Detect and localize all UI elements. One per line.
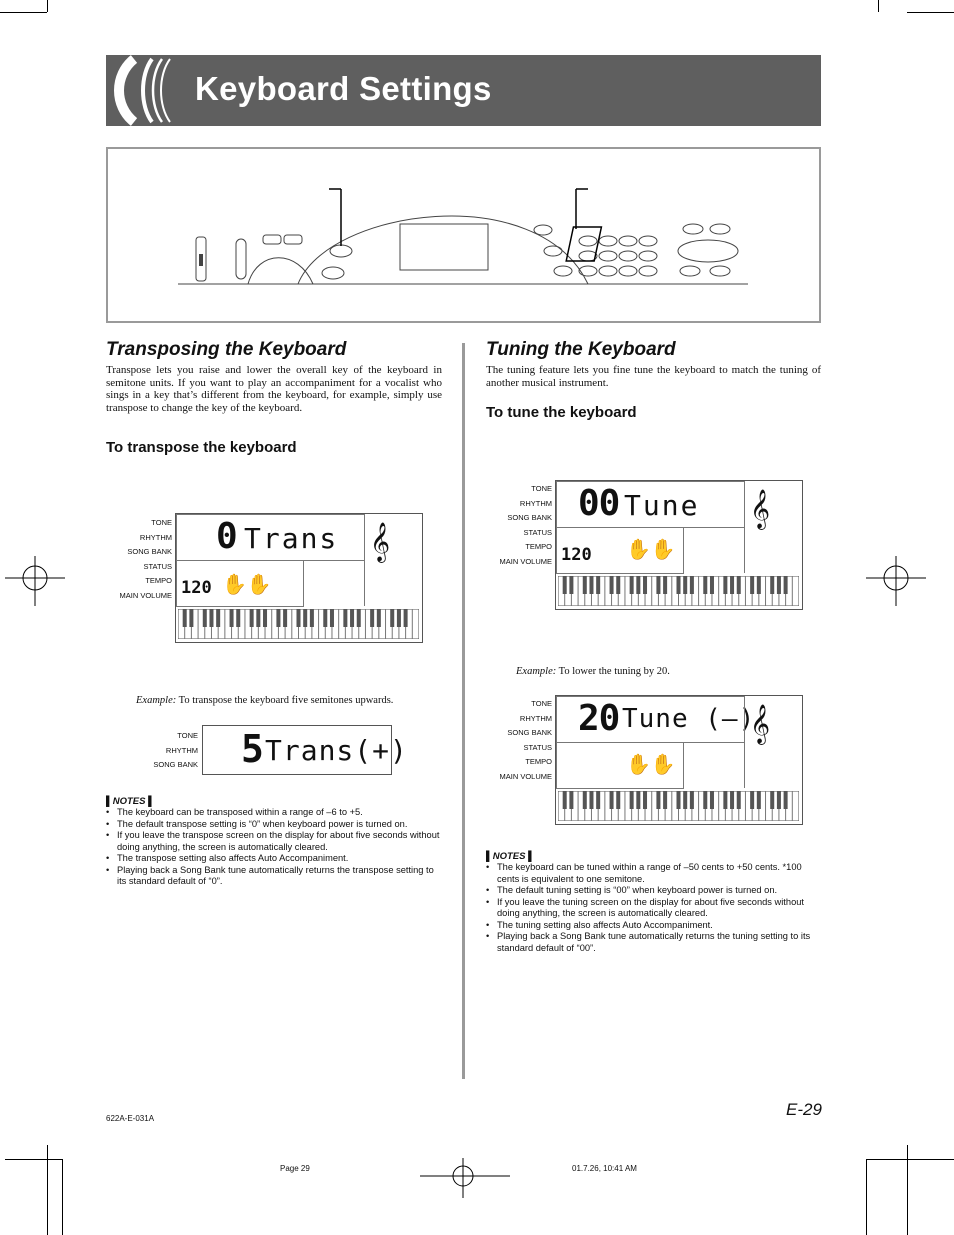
lcd-display-transpose-0 [175, 513, 423, 643]
registration-mark [5, 556, 65, 606]
lcd-display-transpose-5 [202, 725, 408, 775]
notes-title: ▌NOTES ▌ [106, 796, 155, 807]
crop-mark [47, 1145, 48, 1235]
lcd-number: 00 [578, 483, 620, 524]
note-item: • If you leave the transpose screen on the display for about five seconds without doing anything, the screen is automatically cleared. [106, 830, 442, 853]
label-tone: TONE [177, 731, 198, 740]
lcd-tempo: 120 [561, 545, 592, 565]
example-text: To lower the tuning by 20. [558, 666, 670, 677]
tuning-example [516, 666, 670, 677]
lcd-number: 0 [216, 516, 237, 557]
staff-area [744, 696, 802, 788]
label-tempo: TEMPO [145, 576, 172, 585]
crop-mark [866, 1159, 867, 1235]
crop-mark [907, 1145, 908, 1235]
note-item: • Playing back a Song Bank tune automatically returns the tuning setting to its standard default of “00”. [486, 931, 822, 954]
label-tempo: TEMPO [525, 542, 552, 551]
crop-mark [0, 12, 47, 13]
example-label: Example: [136, 695, 177, 706]
crop-mark [47, 0, 48, 12]
transpose-example [136, 695, 393, 706]
notes-title: ▌NOTES ▌ [486, 851, 535, 862]
tuning-intro: The tuning feature lets you fine tune the keyboard to match the tuning of another musical instrument. [486, 364, 821, 389]
lcd-text: Tune [624, 489, 700, 522]
notes-title-label: NOTES [492, 851, 526, 862]
crop-mark [907, 12, 954, 13]
page-number: E-29 [786, 1100, 822, 1119]
example-text: To transpose the keyboard five semitones upwards. [178, 695, 394, 706]
lcd-keyboard-icon [558, 791, 799, 821]
keyboard-panel-drawing [108, 149, 819, 321]
notes-title-label: NOTES [112, 796, 146, 807]
staff-area [744, 481, 802, 573]
label-song-bank: SONG BANK [507, 728, 552, 737]
transpose-section-title: Transposing the Keyboard [106, 339, 347, 360]
keyboard-panel-illustration [106, 147, 821, 323]
note-item: • The default tuning setting is “00” when keyboard power is turned on. [486, 885, 822, 897]
lcd-text: Tune (–) [622, 704, 756, 734]
lcd-keyboard-icon [558, 576, 799, 606]
transpose-subtitle: To transpose the keyboard [106, 439, 297, 456]
note-item: • If you leave the tuning screen on the display for about five seconds without doing anything, the screen is automatically cleared. [486, 897, 822, 920]
column-divider [462, 343, 465, 1079]
crop-mark [62, 1159, 63, 1235]
label-tone: TONE [531, 484, 552, 493]
doc-code: 622A-E-031A [106, 1114, 155, 1123]
label-tone: TONE [151, 518, 172, 527]
page-title: Keyboard Settings [195, 70, 492, 107]
lcd-display-tune-00 [555, 480, 803, 610]
banner-arc-icon [112, 55, 182, 126]
label-song-bank: SONG BANK [127, 547, 172, 556]
label-tone: TONE [531, 699, 552, 708]
staff-area [364, 514, 422, 606]
label-status: STATUS [523, 527, 552, 537]
hands-icon: ✋✋ [222, 574, 272, 596]
crop-mark [878, 0, 879, 12]
label-song-bank: SONG BANK [507, 513, 552, 522]
label-rhythm: RHYTHM [139, 532, 172, 542]
transpose-notes-list [106, 807, 442, 888]
crop-mark [5, 1159, 62, 1160]
tuning-section-title: Tuning the Keyboard [486, 339, 676, 360]
note-item: • The default transpose setting is “0” when keyboard power is turned on. [106, 819, 442, 831]
lcd-keyboard-icon [178, 609, 419, 639]
treble-clef-icon: 𝄞 [370, 522, 391, 562]
hands-icon: ✋✋ [626, 754, 676, 776]
display-labels [480, 697, 552, 784]
note-item: • Playing back a Song Bank tune automatically returns the transpose setting to its standard default of “0”. [106, 865, 442, 888]
hands-icon: ✋✋ [626, 539, 676, 561]
label-main-volume: MAIN VOLUME [119, 590, 172, 600]
lcd-text: Trans(+) [265, 734, 408, 767]
registration-mark [420, 1158, 510, 1198]
crop-mark [866, 1159, 954, 1160]
registration-mark [866, 556, 926, 606]
label-rhythm: RHYTHM [519, 498, 552, 508]
example-label: Example: [516, 666, 557, 677]
display2-labels [120, 729, 198, 773]
note-item: • The tuning setting also affects Auto Accompaniment. [486, 920, 822, 932]
display-labels [100, 516, 172, 603]
note-item: • The keyboard can be tuned within a range of –50 cents to +50 cents. *100 cents is equivalent to one semitone. [486, 862, 822, 885]
display-labels [480, 482, 552, 569]
tuning-notes-list [486, 862, 822, 954]
note-item: • The transpose setting also affects Auto Accompaniment. [106, 853, 442, 865]
label-main-volume: MAIN VOLUME [499, 556, 552, 566]
tuning-subtitle: To tune the keyboard [486, 404, 637, 421]
page-label: Page 29 [280, 1164, 310, 1173]
label-rhythm: RHYTHM [519, 713, 552, 723]
label-rhythm: RHYTHM [165, 745, 198, 755]
note-item: • The keyboard can be transposed within a range of –6 to +5. [106, 807, 442, 819]
treble-clef-icon: 𝄞 [750, 704, 771, 744]
label-song-bank: SONG BANK [153, 760, 198, 769]
lcd-text: Trans [244, 522, 339, 555]
label-main-volume: MAIN VOLUME [499, 771, 552, 781]
label-status: STATUS [143, 561, 172, 571]
lcd-tempo: 120 [181, 578, 212, 598]
timestamp: 01.7.26, 10:41 AM [572, 1164, 637, 1173]
label-status: STATUS [523, 742, 552, 752]
lcd-number: 20 [578, 698, 620, 739]
transpose-intro: Transpose lets you raise and lower the overall key of the keyboard in semitone units. If you want to play an accompaniment for a vocalist who sings in a key that’s different from the keyboard, for example, simply use transpose to change the key of the keyboard. [106, 364, 442, 414]
lcd-display-tune-20 [555, 695, 803, 825]
lcd-number: 5 [241, 727, 264, 771]
treble-clef-icon: 𝄞 [750, 489, 771, 529]
label-tempo: TEMPO [525, 757, 552, 766]
